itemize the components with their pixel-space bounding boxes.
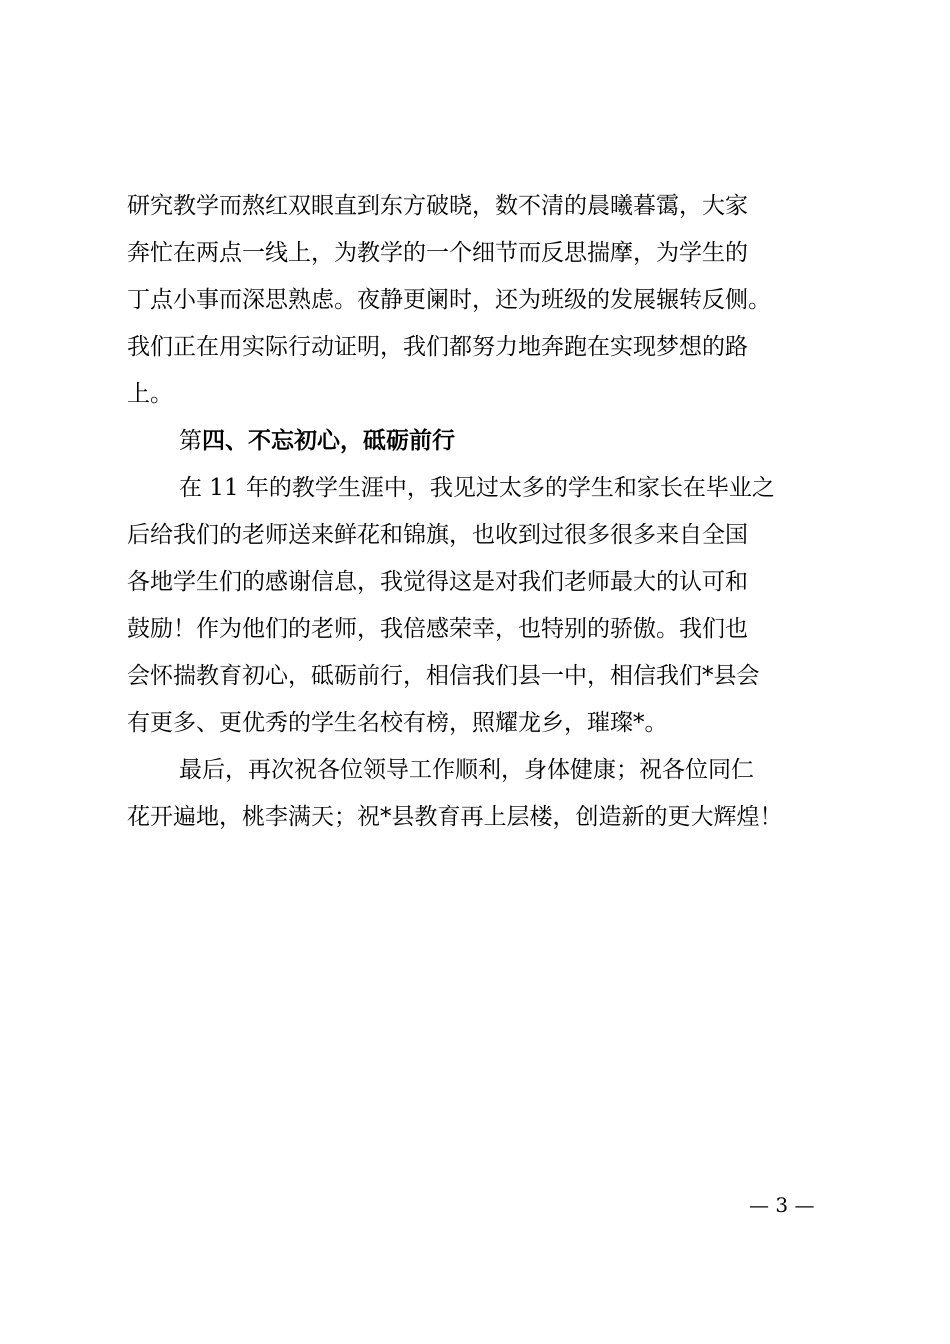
paragraph-line: 各地学生们的感谢信息，我觉得这是对我们老师最大的认可和 bbox=[127, 569, 748, 595]
page-number: — 3 — bbox=[749, 1193, 815, 1217]
paragraph-line: 丁点小事而深思熟虑。夜静更阑时，还为班级的发展辗转反侧。 bbox=[127, 287, 771, 313]
paragraph-line: 有更多、更优秀的学生名校有榜，照耀龙乡，璀璨*。 bbox=[127, 710, 668, 736]
paragraph-line: 鼓励！作为他们的老师，我倍感荣幸，也特别的骄傲。我们也 bbox=[127, 616, 748, 642]
section-heading bbox=[179, 421, 455, 461]
paragraph-line: 上。 bbox=[127, 381, 173, 407]
paragraph-line: 花开遍地，桃李满天；祝*县教育再上层楼，创造新的更大辉煌！ bbox=[127, 804, 783, 830]
section-heading-text: 四、不忘初心，砥砺前行 bbox=[202, 428, 455, 454]
paragraph-line: 会怀揣教育初心，砥砺前行，相信我们县一中，相信我们*县会 bbox=[127, 663, 760, 689]
paragraph-line: 我们正在用实际行动证明，我们都努力地奔跑在实现梦想的路 bbox=[127, 334, 748, 360]
paragraph-line: 研究教学而熬红双眼直到东方破晓，数不清的晨曦暮霭，大家 bbox=[127, 193, 748, 219]
paragraph-line: 在 11 年的教学生涯中，我见过太多的学生和家长在毕业之 bbox=[179, 475, 775, 501]
paragraph-line: 最后，再次祝各位领导工作顺利，身体健康；祝各位同仁 bbox=[179, 757, 754, 783]
paragraph-line: 奔忙在两点一线上，为教学的一个细节而反思揣摩，为学生的 bbox=[127, 240, 748, 266]
section-heading-lead: 第 bbox=[179, 428, 202, 454]
paragraph-line: 后给我们的老师送来鲜花和锦旗，也收到过很多很多来自全国 bbox=[127, 522, 748, 548]
